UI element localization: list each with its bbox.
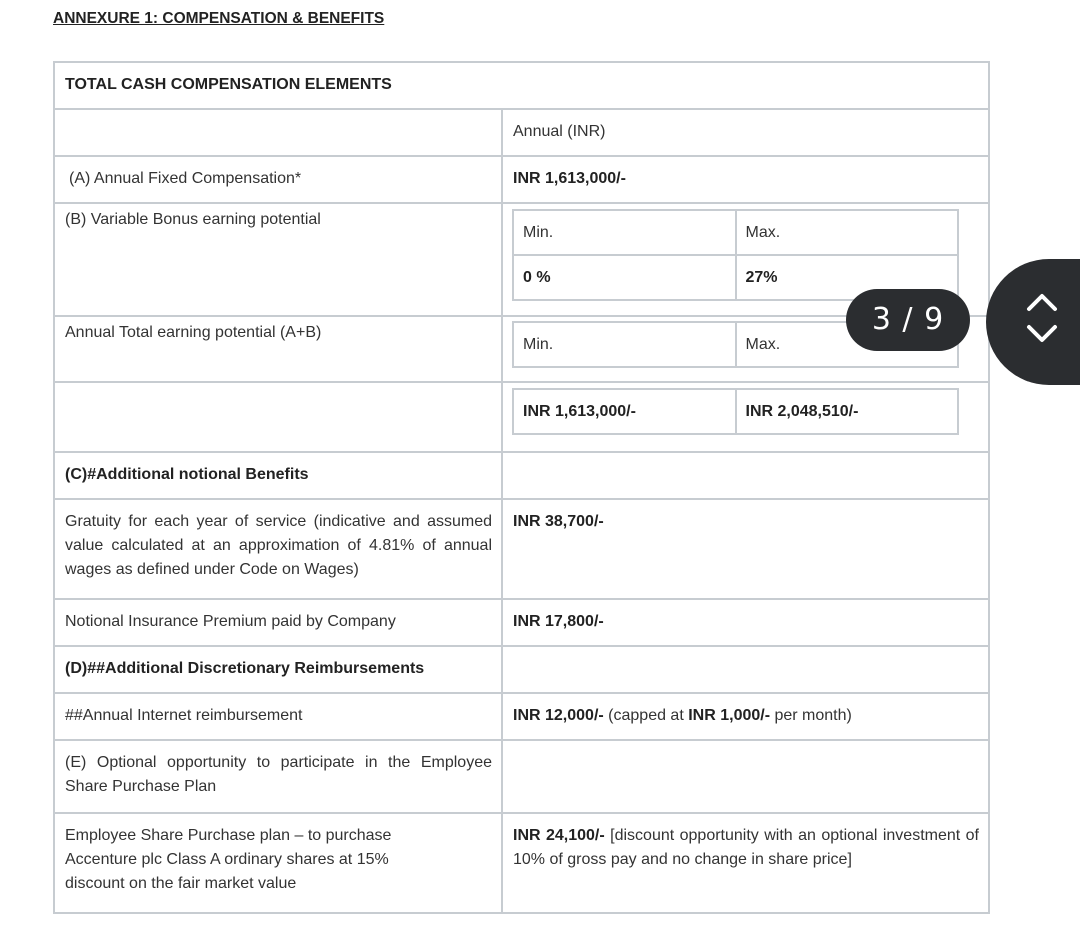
table-row [54, 452, 989, 499]
espp-plan-label: Employee Share Purchase plan – to purchase Accenture plc Class A ordinary shares at 15% discount on the fair market value [54, 813, 502, 913]
table-row [54, 693, 989, 740]
variable-max-text: 27% [745, 269, 778, 286]
annexure-heading: ANNEXURE 1: COMPENSATION & BENEFITS [53, 10, 385, 27]
internet-label: ##Annual Internet reimbursement [54, 693, 502, 740]
table-row [54, 599, 989, 646]
gratuity-value: INR 38,700/- [513, 513, 604, 530]
chevron-up-down-icon [1024, 289, 1060, 353]
gratuity-label: Gratuity for each year of service (indicative and assumed value calculated at an approximation of 4.81% of annual wages as defined under Code on Wages) [54, 499, 502, 599]
table-row [54, 62, 989, 109]
table-title-cell [54, 62, 989, 109]
total-max-text: INR 2,048,510/- [745, 403, 859, 420]
espp-option-label: (E) Optional opportunity to participate in the Employee Share Purchase Plan [54, 740, 502, 813]
internet-value-cell [502, 693, 989, 740]
benefits-heading: (C)#Additional notional Benefits [65, 466, 309, 483]
page-indicator: 3 / 9 [846, 289, 970, 351]
reimbursements-heading: (D)##Additional Discretionary Reimbursements [65, 660, 425, 677]
insurance-label: Notional Insurance Premium paid by Company [54, 599, 502, 646]
variable-min-label: Min. [513, 210, 736, 255]
insurance-value: INR 17,800/- [513, 613, 604, 630]
total-min-text: INR 1,613,000/- [523, 403, 636, 420]
total-values-cell [502, 382, 989, 452]
table-row [54, 109, 989, 156]
variable-bonus-label: (B) Variable Bonus earning potential [54, 203, 502, 316]
empty-cell [502, 646, 989, 693]
table-row [54, 156, 989, 203]
total-max-label: Max. [736, 322, 959, 367]
page-scroll-button[interactable] [986, 259, 1080, 385]
insurance-value-cell [502, 599, 989, 646]
internet-cap: INR 1,000/- [688, 707, 771, 724]
internet-mid-text: (capped at [603, 707, 689, 724]
table-row [54, 646, 989, 693]
table-row [54, 203, 989, 316]
total-max-value [736, 389, 959, 434]
table-title: TOTAL CASH COMPENSATION ELEMENTS [65, 76, 392, 93]
fixed-compensation-value-cell [502, 156, 989, 203]
table-row [54, 740, 989, 813]
variable-max-label: Max. [736, 210, 959, 255]
total-min-value [513, 389, 736, 434]
total-min-label: Min. [513, 322, 736, 367]
variable-min-text: 0 % [523, 269, 551, 286]
compensation-table [53, 61, 990, 914]
fixed-compensation-value: INR 1,613,000/- [513, 170, 626, 187]
table-row [54, 813, 989, 913]
total-earning-label: Annual Total earning potential (A+B) [54, 316, 502, 382]
benefits-heading-cell [54, 452, 502, 499]
total-values-table [512, 388, 959, 435]
internet-tail-text: per month) [770, 707, 852, 724]
variable-bonus-table [512, 209, 959, 301]
fixed-compensation-label: (A) Annual Fixed Compensation* [54, 156, 502, 203]
table-row [54, 499, 989, 599]
espp-note: [discount opportunity with an optional investment of 10% of gross pay and no change in share price] [513, 827, 980, 868]
espp-value: INR 24,100/- [513, 827, 605, 844]
espp-value-cell [502, 813, 989, 913]
empty-cell [502, 740, 989, 813]
gratuity-value-cell [502, 499, 989, 599]
variable-min-value [513, 255, 736, 300]
empty-cell [54, 382, 502, 452]
reimbursements-heading-cell [54, 646, 502, 693]
empty-cell [502, 452, 989, 499]
empty-cell [54, 109, 502, 156]
internet-value: INR 12,000/- [513, 707, 604, 724]
table-row [54, 382, 989, 452]
annual-header: Annual (INR) [502, 109, 989, 156]
